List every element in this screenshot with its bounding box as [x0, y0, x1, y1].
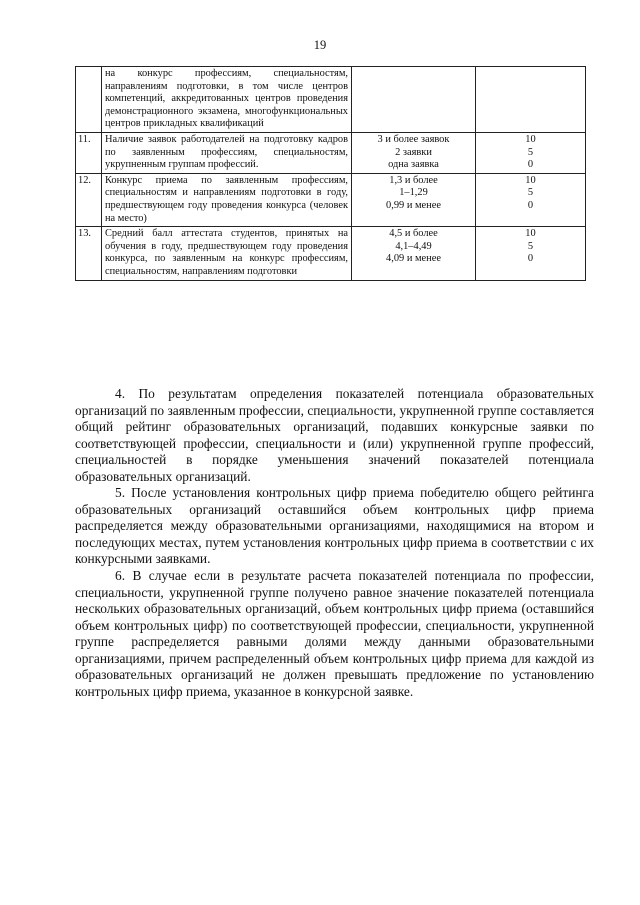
criterion-scores [476, 132, 586, 173]
criterion-scores [476, 173, 586, 226]
condition-value: 0,99 и менее [386, 199, 441, 211]
condition-value: 4,09 и менее [386, 253, 441, 265]
criterion-text: на конкурс профессиям, специальностям, направлениям подготовки, в том числе центров компетенций, аккредитованных центров проведения демонстрационного экзамена, многофункциональных центров прикладных квалификаций [105, 68, 348, 130]
criterion-description [102, 67, 352, 133]
page-number: 19 [313, 38, 327, 52]
row-number [76, 67, 102, 133]
condition-value: 1,3 и более [389, 174, 438, 186]
criterion-conditions [352, 227, 476, 280]
score-value: 10 [525, 133, 536, 145]
criteria-table [75, 66, 586, 281]
criterion-conditions [352, 132, 476, 173]
table-row [76, 227, 586, 280]
criterion-scores [476, 227, 586, 280]
condition-value: 4,1–4,49 [395, 240, 432, 252]
criterion-scores [476, 67, 586, 133]
row-number: 11. [76, 132, 102, 173]
criterion-text: Наличие заявок работодателей на подготовку кадров по заявленным профессиям, специальностям, укрупненным группам профессий. [105, 133, 348, 171]
condition-value: 3 и более заявок [377, 133, 450, 145]
paragraph-4: 4. По результатам определения показателей потенциала образовательных организаций по заявленным профессии, специальности, укрупненной группе составляется общий рейтинг образовательных организаций, подавших конкурсные заявки по соответствующей профессии, специальности и (или) укрупненной группе профессий, специальностей в порядке уменьшения значений показателей потенциала образовательных организаций. [75, 386, 594, 484]
score-value: 5 [527, 146, 534, 158]
score-value: 0 [527, 253, 534, 265]
table-row [76, 132, 586, 173]
criterion-description [102, 173, 352, 226]
paragraph-5: 5. После установления контрольных цифр приема победителю общего рейтинга образовательных организаций оставшийся объем контрольных цифр приема распределяется между образовательными организациями, находящимися на втором и последующих местах, путем установления контрольных цифр приема в соответствии с их конкурсными заявками. [75, 485, 594, 567]
body-text [75, 386, 594, 700]
table-row [76, 173, 586, 226]
row-number: 12. [76, 173, 102, 226]
score-value: 0 [527, 199, 534, 211]
criterion-description [102, 227, 352, 280]
row-number: 13. [76, 227, 102, 280]
criterion-description [102, 132, 352, 173]
criterion-conditions [352, 173, 476, 226]
criterion-text: Средний балл аттестата студентов, принятых на обучения в году, предшествующем году проведения конкурса, по заявленным на конкурс профессиям, специальностям, направлениям подготовки [105, 228, 348, 277]
criterion-conditions [352, 67, 476, 133]
condition-value: 1–1,29 [399, 187, 428, 199]
score-value: 0 [527, 159, 534, 171]
score-value: 5 [527, 187, 534, 199]
condition-value: одна заявка [388, 159, 439, 171]
condition-value: 4,5 и более [389, 228, 438, 240]
paragraph-6: 6. В случае если в результате расчета показателей потенциала по профессии, специальности, укрупненной группе получено равное значение показателей потенциала нескольких образовательных организаций, объем контрольных цифр приема (оставшийся объем контрольных цифр) по соответствующей профессии, специальности, укрупненной группе распределяется равными долями между данными образовательными организациями, причем распределенный объем контрольных цифр приема для каждой из образовательных организаций не должен превышать предложение по установлению контрольных цифр приема, указанное в конкурсной заявке. [75, 568, 594, 699]
score-value: 10 [525, 174, 536, 186]
condition-value: 2 заявки [395, 146, 432, 158]
table-row [76, 67, 586, 133]
score-value: 10 [525, 228, 536, 240]
score-value: 5 [527, 240, 534, 252]
criterion-text: Конкурс приема по заявленным профессиям, специальностям и направлениям подготовки в году, предшествующем году проведения конкурса (человек на место) [105, 174, 348, 224]
